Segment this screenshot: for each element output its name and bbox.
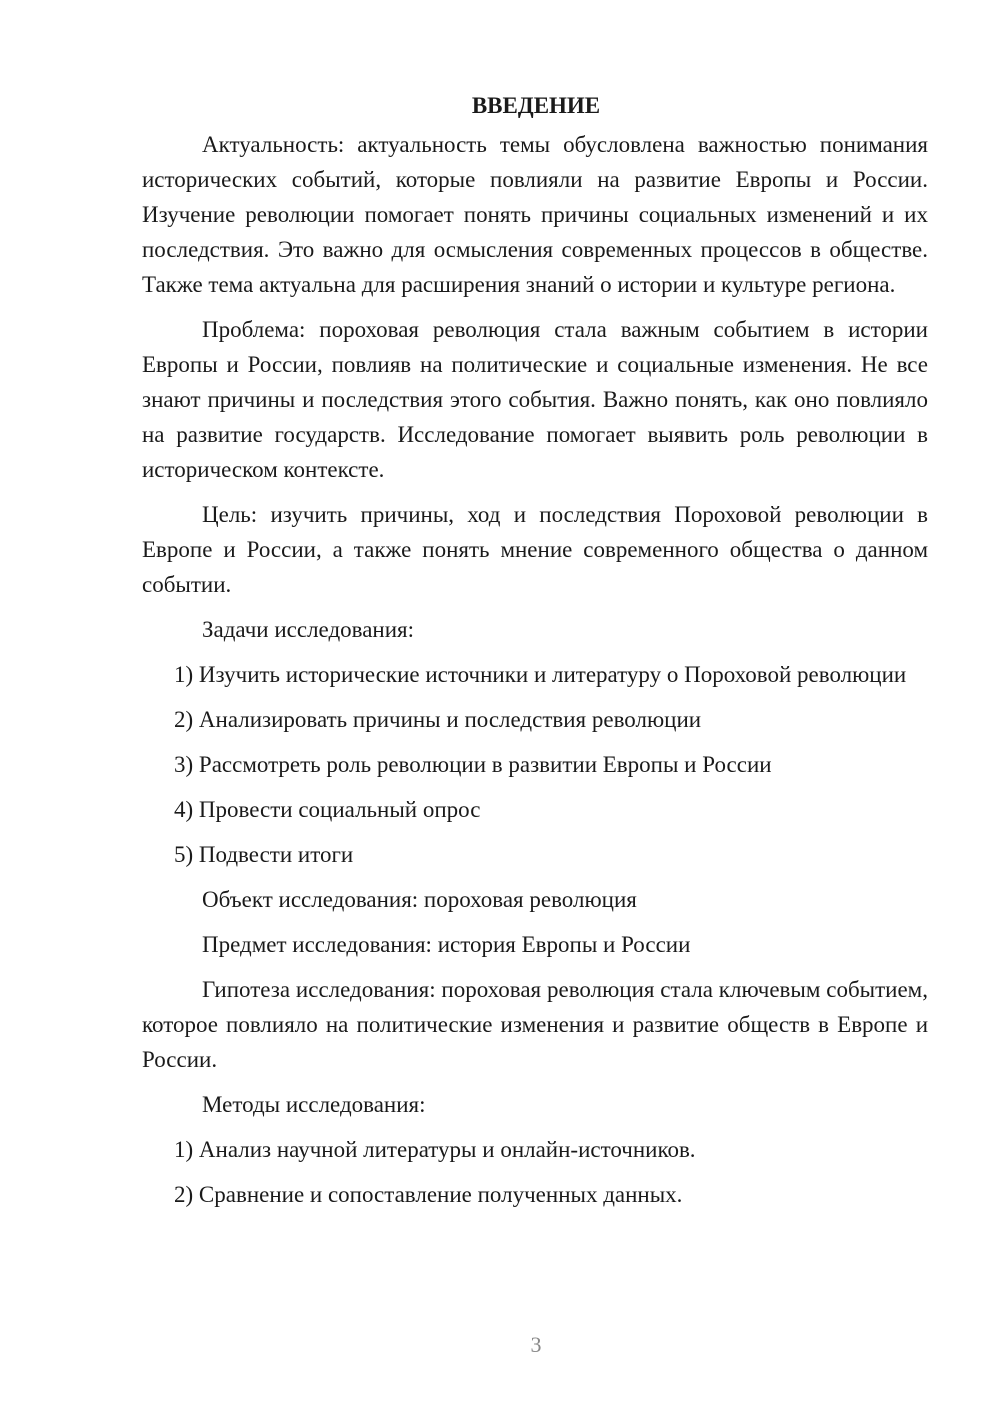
relevance-paragraph: Актуальность: актуальность темы обусловлена важностью понимания исторических событий, которые повлияли на развитие Европы и России. Изучение революции помогает понять причины социальных изменений и их последствия. Это важно для осмысления современных процессов в обществе. Также тема актуальна для расширения знаний о истории и культуре региона.: [142, 132, 928, 297]
task-item: 2) Анализировать причины и последствия революции: [174, 707, 702, 732]
page-number: 3: [530, 1332, 542, 1357]
problem-paragraph: Проблема: пороховая революция стала важным событием в истории Европы и России, повлияв на политические и социальные изменения. Не все знают причины и последствия этого события. Важно понять, как оно повлияло на развитие государств. Исследование помогает выявить роль революции в историческом контексте.: [142, 317, 928, 482]
method-item: 2) Сравнение и сопоставление полученных данных.: [174, 1182, 683, 1207]
page-title: ВВЕДЕНИЕ: [471, 93, 601, 118]
tasks-heading: Задачи исследования:: [202, 617, 415, 642]
object-paragraph: Объект исследования: пороховая революция: [202, 887, 637, 912]
subject-paragraph: Предмет исследования: история Европы и России: [202, 932, 691, 957]
hypothesis-paragraph: Гипотеза исследования: пороховая революция стала ключевым событием, которое повлияло на политические изменения и развитие обществ в Европе и России.: [142, 977, 928, 1072]
method-item: 1) Анализ научной литературы и онлайн-источников.: [174, 1137, 696, 1162]
task-item: 4) Провести социальный опрос: [174, 797, 481, 822]
methods-heading: Методы исследования:: [202, 1092, 426, 1117]
task-item: 1) Изучить исторические источники и литературу о Пороховой революции: [174, 662, 907, 687]
task-item: 3) Рассмотреть роль революции в развитии Европы и России: [174, 752, 772, 777]
task-item: 5) Подвести итоги: [174, 842, 354, 867]
document-page: [142, 88, 928, 1222]
goal-paragraph: Цель: изучить причины, ход и последствия Пороховой революции в Европе и России, а также понять мнение современного общества о данном событии.: [142, 502, 928, 597]
